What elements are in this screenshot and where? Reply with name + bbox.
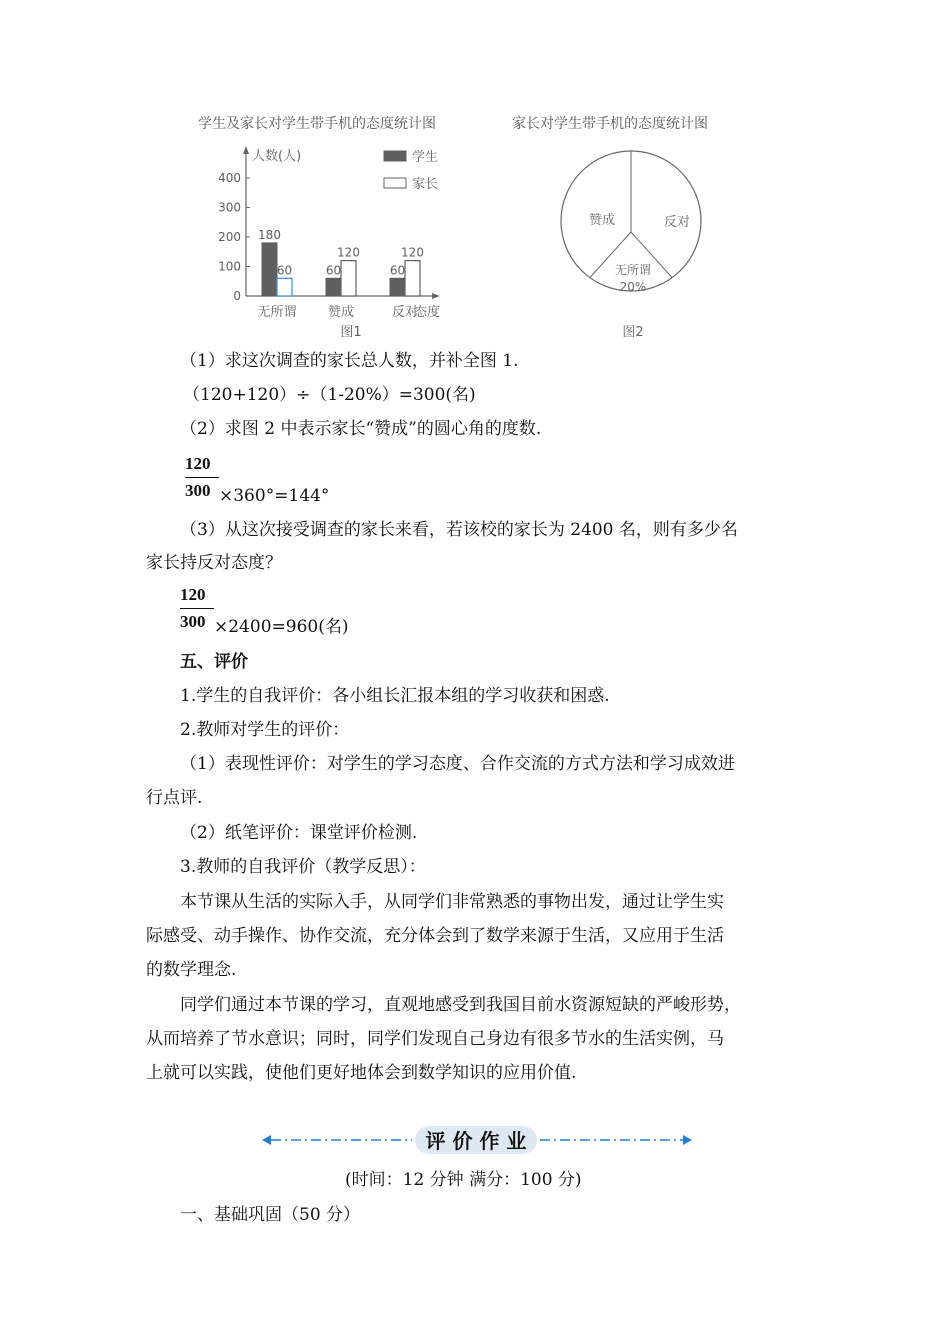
reflection-p2-line1: 同学们通过本节课的学习，直观地感受到我国目前水资源短缺的严峻形势，: [180, 995, 741, 1015]
pie-value-indifferent: 20%: [619, 280, 647, 294]
reflection-p1-line3: 的数学理念.: [146, 960, 237, 980]
section-5-heading: 五、评价: [180, 652, 248, 672]
pie-label-oppose: 反对: [663, 215, 691, 230]
bar-chart-caption: 图1: [340, 325, 362, 340]
y-tick-label: 200: [218, 230, 241, 244]
evaluation-1: 1.学生的自我评价：各小组长汇报本组的学习收获和困惑.: [180, 686, 610, 706]
reflection-p2-line3: 上就可以实践，使他们更好地体会到数学知识的应用价值.: [146, 1063, 577, 1083]
bar-label-student: 60: [325, 263, 342, 278]
pie-label-support: 赞成: [588, 213, 616, 228]
evaluation-3: 3.教师的自我评价（教学反思）：: [180, 857, 426, 877]
legend-label-student: 学生: [412, 150, 439, 165]
bar-parent: [277, 278, 292, 296]
y-tick-label: 300: [218, 200, 241, 215]
bar-student: [262, 243, 277, 296]
homework-banner: [262, 1123, 692, 1157]
fraction-bar: [185, 477, 219, 478]
banner-left-arrow: [262, 1135, 412, 1145]
y-tick-label: 0: [233, 289, 241, 303]
y-axis-arrow: [243, 146, 249, 154]
bar-chart-title: 学生及家长对学生带手机的态度统计图: [198, 116, 436, 132]
y-tick-label: 100: [218, 259, 241, 274]
reflection-p1-line1: 本节课从生活的实际入手，从同学们非常熟悉的事物出发，通过让学生实: [180, 892, 724, 912]
y-axis-label: 人数(人): [252, 149, 302, 164]
fraction-bar: [180, 608, 214, 609]
answer-3: ×2400=960(名): [214, 617, 349, 637]
legend-swatch-parent: [384, 178, 406, 188]
bar-parent: [341, 261, 356, 296]
x-axis-arrow: [432, 293, 440, 299]
evaluation-2-1-line2: 行点评.: [146, 788, 203, 808]
bar-student: [390, 278, 405, 296]
pie-chart-title: 家长对学生带手机的态度统计图: [512, 116, 708, 132]
question-3-line2: 家长持反对态度？: [146, 553, 282, 573]
fraction-numerator: 120: [180, 585, 206, 604]
legend-label-parent: 家长: [412, 177, 439, 192]
bar-label-student: 60: [389, 263, 406, 278]
evaluation-2-1-line1: （1）表现性评价：对学生的学习态度、合作交流的方式方法和学习成效进: [180, 754, 735, 774]
question-2: （2）求图 2 中表示家长“赞成”的圆心角的度数.: [180, 419, 542, 439]
x-axis-label: 态度: [413, 305, 440, 320]
pie-label-indifferent: 无所谓: [614, 263, 652, 277]
question-3-line1: （3）从这次接受调查的家长来看，若该校的家长为 2400 名，则有多少名: [180, 520, 738, 540]
bar-parent: [405, 261, 420, 296]
x-category-label: 无所谓: [257, 305, 297, 320]
reflection-p2-line2: 从而培养了节水意识；同时，同学们发现自己身边有很多节水的生活实例，马: [146, 1029, 724, 1049]
fraction-denominator: 300: [185, 481, 211, 500]
bar-label-parent: 120: [337, 245, 360, 260]
reflection-p1-line2: 际感受、动手操作、协作交流，充分体会到了数学来源于生活，又应用于生活: [146, 926, 724, 946]
pie-chart-caption: 图2: [622, 325, 644, 340]
fraction-numerator: 120: [185, 454, 211, 473]
bar-label-student: 180: [258, 227, 281, 242]
answer-2: ×360°=144°: [219, 486, 330, 506]
answer-1: （120+120）÷（1-20%）=300(名): [183, 385, 476, 405]
x-category-label: 赞成: [327, 305, 355, 320]
evaluation-2-2: （2）纸笔评价：课堂评价检测.: [180, 823, 418, 843]
evaluation-2: 2.教师对学生的评价：: [180, 720, 350, 740]
bar-label-parent: 120: [401, 245, 424, 260]
bar-chart: [200, 138, 490, 350]
legend-swatch-student: [384, 151, 406, 161]
bar-label-parent: 60: [276, 263, 293, 278]
homework-section-1: 一、基础巩固（50 分）: [180, 1205, 361, 1225]
x-category-label: 反对: [391, 305, 419, 320]
pie-chart: [550, 148, 720, 350]
question-1: （1）求这次调查的家长总人数，并补全图 1.: [180, 351, 519, 371]
fraction-denominator: 300: [180, 612, 206, 631]
banner-title: 评 价 作 业: [425, 1129, 527, 1153]
y-tick-label: 400: [218, 171, 241, 185]
banner-right-arrow: [540, 1135, 692, 1145]
bar-student: [326, 278, 341, 296]
homework-time-info: (时间：12 分钟 满分：100 分): [345, 1170, 582, 1190]
